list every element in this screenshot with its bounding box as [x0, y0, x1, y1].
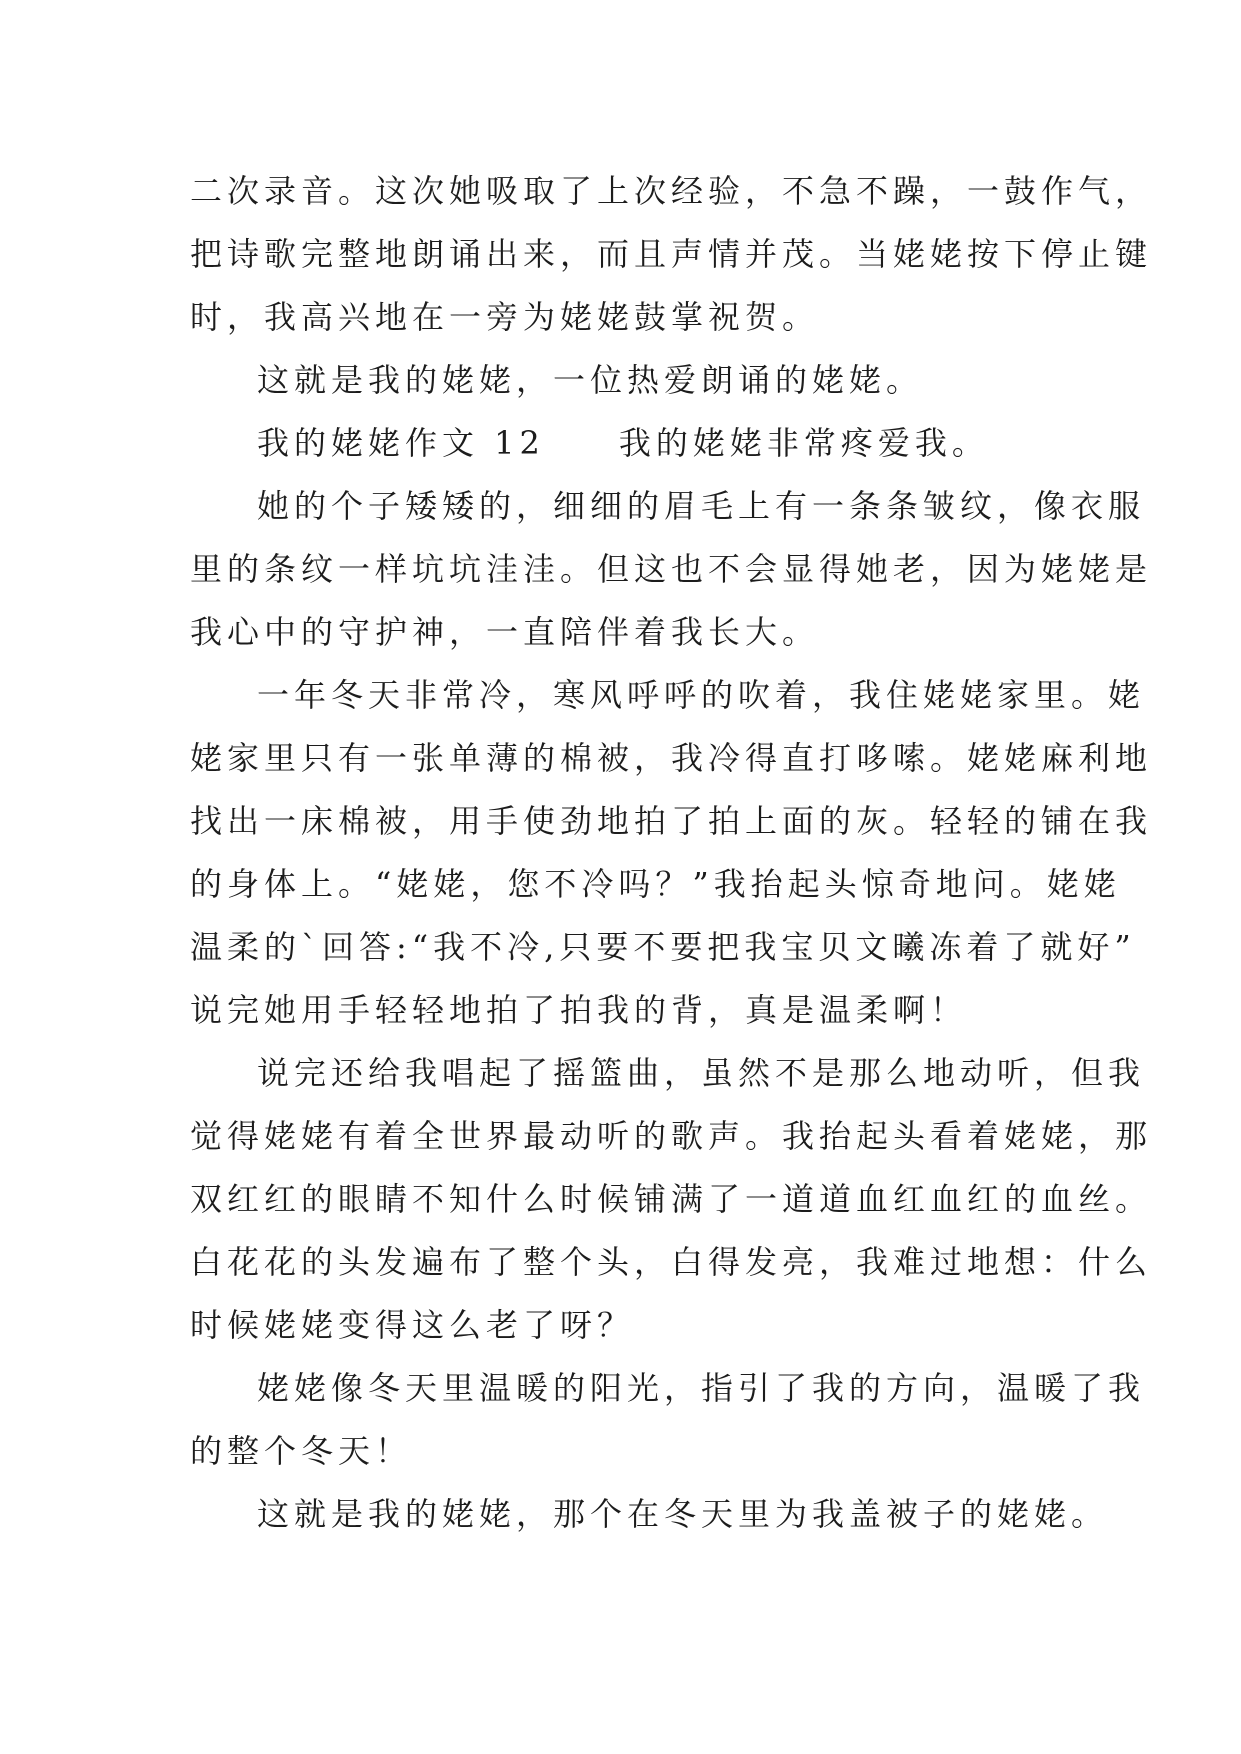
text-line-8: 我心中的守护神，一直陪伴着我长大。 — [190, 613, 820, 651]
text-line-11: 找出一床棉被，用手使劲地拍了拍上面的灰。轻轻的铺在我 — [190, 802, 1153, 840]
text-line-13: 温柔的`回答:“我不冷,只要不要把我宝贝文曦冻着了就好” — [190, 928, 1136, 966]
text-line-4: 这就是我的姥姥，一位热爱朗诵的姥姥。 — [257, 361, 924, 399]
text-line-6: 她的个子矮矮的，细细的眉毛上有一条条皱纹，像衣服 — [257, 487, 1146, 525]
text-line-2: 把诗歌完整地朗诵出来，而且声情并茂。当姥姥按下停止键 — [190, 235, 1153, 273]
text-line-5: 我的姥姥作文 12 我的姥姥非常疼爱我。 — [257, 424, 989, 462]
text-line-17: 双红红的眼睛不知什么时候铺满了一道道血红血红的血丝。 — [190, 1180, 1153, 1218]
text-line-18: 白花花的头发遍布了整个头，白得发亮，我难过地想：什么 — [190, 1243, 1153, 1281]
text-line-21: 的整个冬天！ — [190, 1432, 413, 1470]
text-line-22: 这就是我的姥姥，那个在冬天里为我盖被子的姥姥。 — [257, 1495, 1109, 1533]
text-line-19: 时候姥姥变得这么老了呀？ — [190, 1306, 635, 1344]
text-line-20: 姥姥像冬天里温暖的阳光，指引了我的方向，温暖了我 — [257, 1369, 1146, 1407]
text-line-10: 姥家里只有一张单薄的棉被，我冷得直打哆嗦。姥姥麻利地 — [190, 739, 1153, 777]
text-line-14: 说完她用手轻轻地拍了拍我的背，真是温柔啊！ — [190, 991, 968, 1029]
essay-text — [190, 160, 1153, 1546]
text-line-7: 里的条纹一样坑坑洼洼。但这也不会显得她老，因为姥姥是 — [190, 550, 1153, 588]
text-line-12: 的身体上。“姥姥，您不冷吗？”我抬起头惊奇地问。姥姥 — [190, 865, 1121, 903]
text-line-1: 二次录音。这次她吸取了上次经验，不急不躁，一鼓作气， — [190, 172, 1153, 210]
text-line-16: 觉得姥姥有着全世界最动听的歌声。我抬起头看着姥姥，那 — [190, 1117, 1153, 1155]
text-line-9: 一年冬天非常冷，寒风呼呼的吹着，我住姥姥家里。姥 — [257, 676, 1146, 714]
text-line-15: 说完还给我唱起了摇篮曲，虽然不是那么地动听，但我 — [257, 1054, 1146, 1092]
text-line-3: 时，我高兴地在一旁为姥姥鼓掌祝贺。 — [190, 298, 820, 336]
